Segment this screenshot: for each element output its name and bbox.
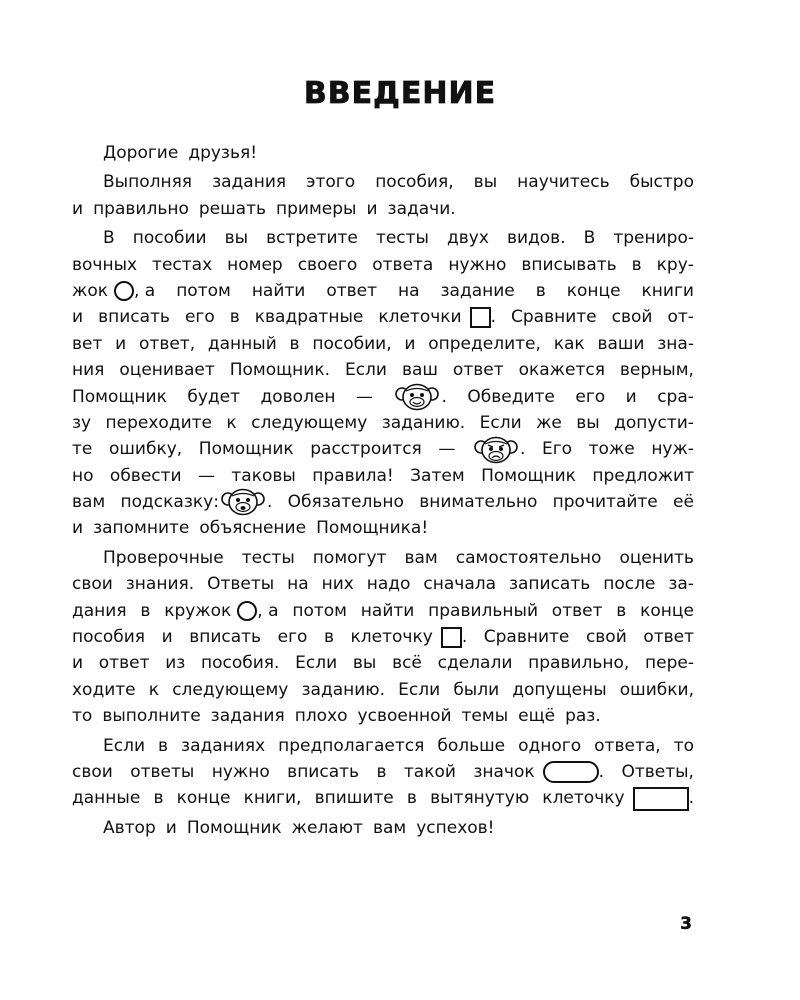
word: в [289, 333, 300, 354]
text-line [72, 436, 694, 462]
word: к [148, 679, 160, 700]
word: зу [72, 412, 92, 433]
word: дания [72, 600, 127, 621]
word: двух [447, 228, 489, 249]
word: тестах [152, 254, 213, 275]
word: но [72, 465, 94, 486]
text-line [72, 571, 694, 597]
word: верным, [619, 360, 694, 381]
word: кру- [656, 254, 694, 275]
word: — [438, 439, 456, 460]
page-number: 3 [680, 914, 692, 934]
text-line [72, 169, 694, 195]
word: Если [103, 735, 146, 756]
word: потом [176, 280, 231, 301]
word: в [140, 600, 151, 621]
text-line [72, 515, 694, 541]
word: и [115, 333, 127, 354]
word: в [158, 735, 169, 756]
word: свои [72, 761, 113, 782]
word: правила! [312, 465, 394, 486]
text-line [72, 815, 694, 841]
intro-text [72, 140, 694, 841]
word: задание [440, 280, 515, 301]
text-line [72, 357, 694, 383]
sad-monkey-icon [474, 436, 518, 464]
word: вписывать [521, 254, 617, 275]
word: найти [360, 600, 415, 621]
word: примеры [276, 198, 357, 219]
page-title: ВВЕДЕНИЕ [303, 76, 497, 111]
word: научитесь [517, 172, 610, 193]
word: вочных [72, 254, 138, 275]
square-icon [441, 627, 462, 648]
word: ответа [372, 254, 434, 275]
oval-icon [543, 761, 599, 783]
word: Его [541, 439, 573, 460]
word: вытянутую [430, 788, 530, 809]
word: Автор [103, 817, 156, 838]
word: значок [473, 761, 535, 782]
word: клеточки [378, 307, 462, 328]
text-line [72, 650, 694, 676]
word: Если [398, 679, 441, 700]
word: Сравните [511, 307, 597, 328]
text-line [72, 140, 694, 166]
word: заданиях [181, 735, 266, 756]
word: ответ [643, 627, 694, 648]
text-line [72, 703, 694, 729]
word: одного [518, 735, 582, 756]
word: встретите [266, 228, 358, 249]
word: потом [292, 600, 347, 621]
word: них [321, 574, 354, 595]
text-line [72, 225, 694, 251]
word: пере- [645, 653, 694, 674]
word: данные [72, 788, 141, 809]
word: темы [461, 706, 509, 727]
word: Помощник [481, 465, 576, 486]
word: следующему [251, 412, 368, 433]
word: правильно, [528, 653, 630, 674]
word: свои [72, 574, 113, 595]
word: ответ [326, 280, 378, 301]
text-line [72, 410, 694, 436]
word: задания [212, 172, 287, 193]
word: были [453, 679, 500, 700]
word: — [356, 386, 373, 407]
word: трениро- [613, 228, 694, 249]
word: вы [352, 653, 377, 674]
word: . [461, 627, 468, 648]
word: ответа, [594, 735, 661, 756]
word: усвоенной [357, 706, 452, 727]
word: следующему [172, 679, 289, 700]
word: будет [187, 386, 241, 407]
word: предложит [592, 465, 694, 486]
word: в [376, 761, 387, 782]
word: ещё [518, 706, 556, 727]
word: подсказку: [120, 492, 219, 513]
word: Помощник [186, 817, 282, 838]
word: и [72, 653, 84, 674]
word: в [535, 280, 546, 301]
word: его [184, 307, 215, 328]
word: и [366, 198, 378, 219]
word: то [673, 735, 694, 756]
word: ответ [452, 360, 504, 381]
word: зна- [657, 333, 694, 354]
word: Если [344, 360, 387, 381]
text-line [72, 624, 694, 650]
word: Помощник. [229, 360, 330, 381]
word: жок [72, 280, 108, 301]
word: то [72, 706, 93, 727]
word: задания [210, 706, 285, 727]
rectangle-icon [633, 787, 689, 811]
word: задачи. [387, 198, 456, 219]
word: раз. [565, 706, 601, 727]
word: вписать [189, 627, 262, 648]
word: сра- [657, 386, 694, 407]
word: и [404, 333, 416, 354]
word: как [553, 333, 585, 354]
word: её [673, 492, 694, 513]
word: видов. [506, 228, 566, 249]
word: после [603, 574, 656, 595]
word: к [226, 412, 237, 433]
word: ответ [98, 653, 150, 674]
word: надо [366, 574, 411, 595]
text-line [72, 252, 694, 278]
word: и [165, 817, 177, 838]
text-line [72, 733, 694, 759]
word: В [103, 228, 115, 249]
word: . [490, 307, 497, 328]
word: быстро [629, 172, 694, 193]
word: выполните [102, 706, 201, 727]
word: Проверочные [103, 547, 224, 568]
word: ошибки, [619, 679, 694, 700]
word: Выполняя [103, 172, 193, 193]
word: свой [611, 307, 653, 328]
word: нужно [211, 761, 270, 782]
word: в [153, 788, 164, 809]
word: клеточку [542, 788, 625, 809]
word: записать [508, 574, 591, 595]
word: помогут [312, 547, 387, 568]
text-line [72, 489, 694, 515]
word: запомните [93, 518, 190, 539]
text-line [72, 196, 694, 222]
word: заданию. [301, 679, 386, 700]
word: желают [291, 817, 363, 838]
word: вам [372, 817, 407, 838]
word: . [598, 761, 605, 782]
word: пособия. [201, 653, 280, 674]
word: пособии [132, 228, 207, 249]
word: вписать [98, 307, 170, 328]
word: и [625, 386, 637, 407]
word: ния [72, 360, 105, 381]
word: сначала [423, 574, 497, 595]
word: на [397, 280, 420, 301]
word: в [631, 254, 642, 275]
word: Если [295, 653, 338, 674]
hint-monkey-icon [221, 488, 265, 516]
word: Помощник [72, 386, 167, 407]
word: же [536, 412, 562, 433]
word: и [161, 627, 173, 648]
word: за- [668, 574, 694, 595]
word: обвести [109, 465, 182, 486]
word: прочитайте [552, 492, 658, 513]
word: вы [576, 412, 600, 433]
word: и [72, 307, 84, 328]
word: квадратные [254, 307, 364, 328]
word: конце [176, 788, 231, 809]
word: Помощника! [316, 518, 429, 539]
word: допущены [512, 679, 607, 700]
text-line [72, 545, 694, 571]
word: успехов! [416, 817, 495, 838]
word: пособия [72, 627, 146, 648]
word: правильно [93, 198, 189, 219]
word: клеточку [350, 627, 433, 648]
word: из [165, 653, 186, 674]
word: В [583, 228, 596, 249]
word: Обведите [467, 386, 555, 407]
word: свой [585, 627, 627, 648]
word: заданию. [381, 412, 466, 433]
word: от- [667, 307, 694, 328]
word: , а [257, 600, 279, 621]
word: книги, [243, 788, 302, 809]
word: Ответы, [621, 761, 694, 782]
word: ответ [551, 600, 603, 621]
text-line [72, 759, 694, 785]
text-line [72, 331, 694, 357]
word: — [198, 465, 215, 486]
text-line [72, 384, 694, 410]
word: те [72, 439, 93, 460]
word: тоже [588, 439, 635, 460]
word: пособии, [312, 333, 392, 354]
word: вписать [287, 761, 360, 782]
word: Сравните [483, 627, 570, 648]
word: впишите [314, 788, 394, 809]
word: предполагается [278, 735, 425, 756]
word: друзья! [188, 143, 258, 163]
word: переходите [105, 412, 212, 433]
word: доволен [260, 386, 336, 407]
word: вы [473, 172, 498, 193]
word: , а [133, 280, 156, 301]
word: Если [479, 412, 522, 433]
word: больше [437, 735, 506, 756]
word: плохо [294, 706, 348, 727]
word: кружок [164, 600, 232, 621]
word: Дорогие [103, 143, 179, 163]
word: конце [640, 600, 694, 621]
word: сделали [437, 653, 513, 674]
word: и [72, 198, 84, 219]
word: такой [403, 761, 456, 782]
text-line [72, 278, 694, 304]
word: расстроится [310, 439, 422, 460]
word: в [323, 627, 334, 648]
word: в [616, 600, 627, 621]
word: этого [306, 172, 356, 193]
word: найти [251, 280, 306, 301]
word: Помощник [198, 439, 294, 460]
word: объяснение [199, 518, 307, 539]
text-line [72, 785, 694, 811]
word: тесты [375, 228, 429, 249]
word: ошибку, [108, 439, 183, 460]
word: всё [392, 653, 422, 674]
word: окажется [518, 360, 605, 381]
word: знания. [125, 574, 195, 595]
word: в [406, 788, 417, 809]
word: своего [297, 254, 358, 275]
word: пособия, [375, 172, 454, 193]
word: решать [198, 198, 267, 219]
word: конце [566, 280, 621, 301]
circle-icon [237, 601, 257, 621]
word: таковы [231, 465, 296, 486]
word: ваш [401, 360, 438, 381]
text-line [72, 677, 694, 703]
text-line [72, 598, 694, 624]
word: нужно [448, 254, 507, 275]
word: вам [72, 492, 106, 513]
word: оценивает [119, 360, 215, 381]
word: вы [224, 228, 249, 249]
word: вам [404, 547, 438, 568]
word: определите, [428, 333, 541, 354]
text-line [72, 463, 694, 489]
word: в [229, 307, 240, 328]
word: Обязательно [287, 492, 404, 513]
word: книги [641, 280, 694, 301]
word: нуж- [651, 439, 694, 460]
text-line [72, 304, 694, 330]
word: его [277, 627, 308, 648]
word: ответ, [139, 333, 196, 354]
word: Затем [410, 465, 465, 486]
word: внимательно [419, 492, 538, 513]
word: оценить [619, 547, 694, 568]
word: . [688, 788, 694, 809]
word: самостоятельно [455, 547, 602, 568]
word: его [575, 386, 606, 407]
word: . [266, 492, 273, 513]
word: ответы [130, 761, 195, 782]
happy-monkey-icon [395, 383, 439, 411]
word: данный [207, 333, 277, 354]
word: правильный [428, 600, 538, 621]
word: ходите [72, 679, 136, 700]
word: . [441, 386, 447, 407]
word: . [519, 439, 526, 460]
word: и [72, 518, 84, 539]
word: допусти- [614, 412, 694, 433]
word: Ответы [207, 574, 275, 595]
word: вет [72, 333, 103, 354]
word: ваши [597, 333, 645, 354]
square-icon [470, 307, 491, 328]
circle-icon [114, 281, 134, 301]
word: номер [227, 254, 283, 275]
word: тесты [241, 547, 295, 568]
word: на [287, 574, 309, 595]
